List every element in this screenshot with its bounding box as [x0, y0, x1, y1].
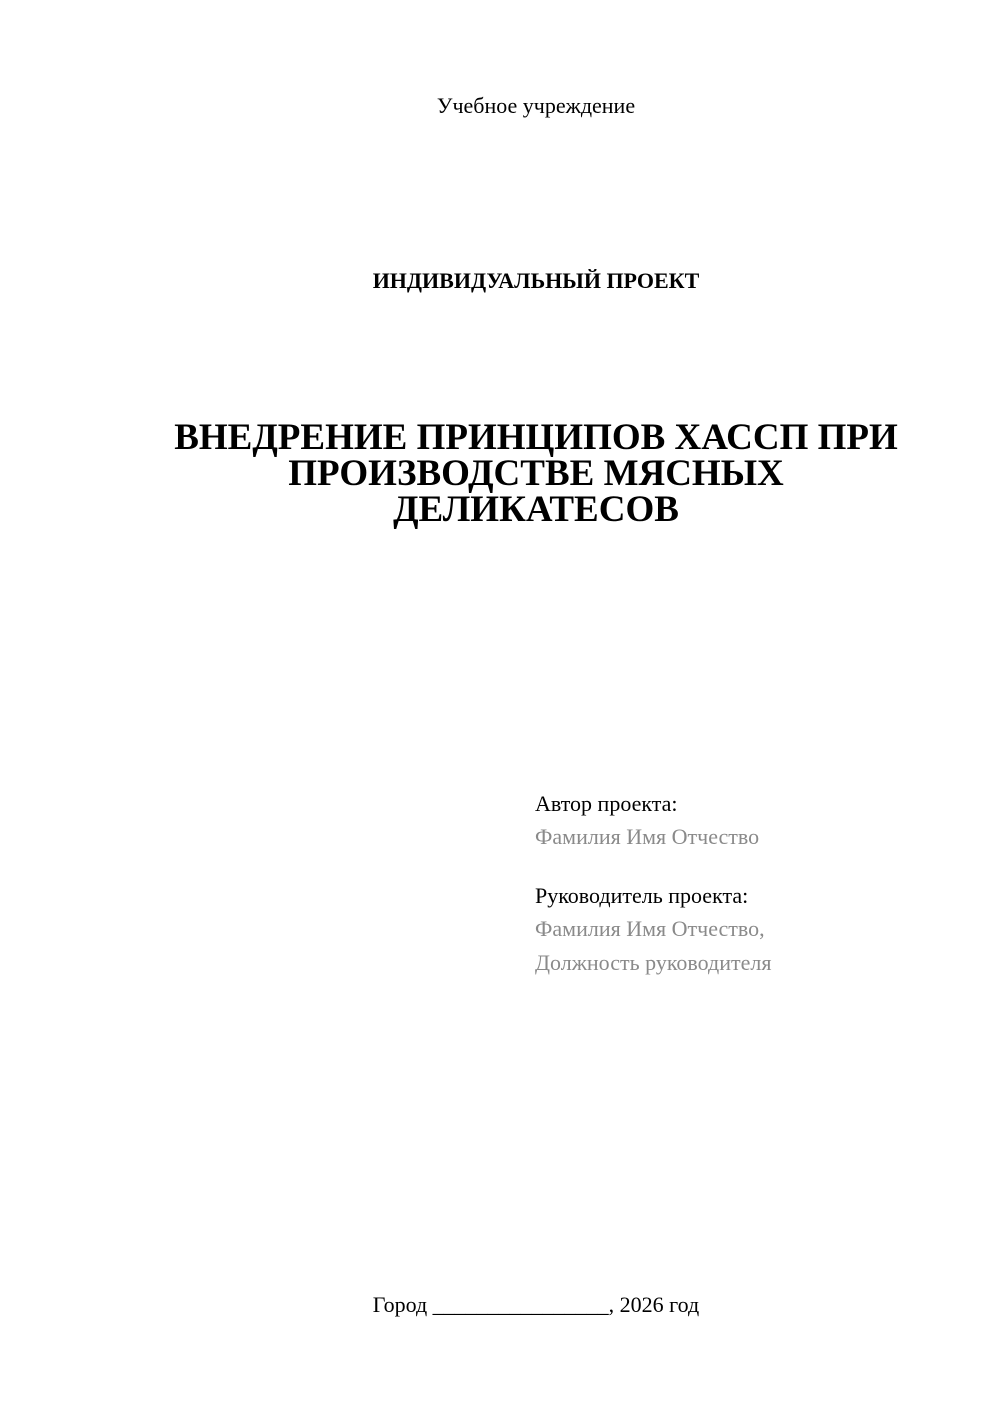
supervisor-label: Руководитель проекта:: [535, 883, 749, 908]
supervisor-name-placeholder: Фамилия Имя Отчество,: [535, 916, 765, 941]
project-title-line-3: ДЕЛИКАТЕСОВ: [393, 489, 679, 530]
project-title-line-1: ВНЕДРЕНИЕ ПРИНЦИПОВ ХАССП ПРИ: [174, 417, 898, 458]
city-year-line: Город ________________, 2026 год: [372, 1292, 700, 1317]
institution-name: Учебное учреждение: [436, 93, 636, 118]
supervisor-position-placeholder: Должность руководителя: [535, 950, 772, 975]
project-info-block: [535, 790, 975, 980]
document-type-heading: ИНДИВИДУАЛЬНЫЙ ПРОЕКТ: [372, 268, 700, 293]
project-title-line-2: ПРОИЗВОДСТВЕ МЯСНЫХ: [288, 453, 784, 494]
author-name-placeholder: Фамилия Имя Отчество: [535, 824, 760, 849]
project-title: [140, 417, 932, 530]
author-label: Автор проекта:: [535, 791, 678, 816]
